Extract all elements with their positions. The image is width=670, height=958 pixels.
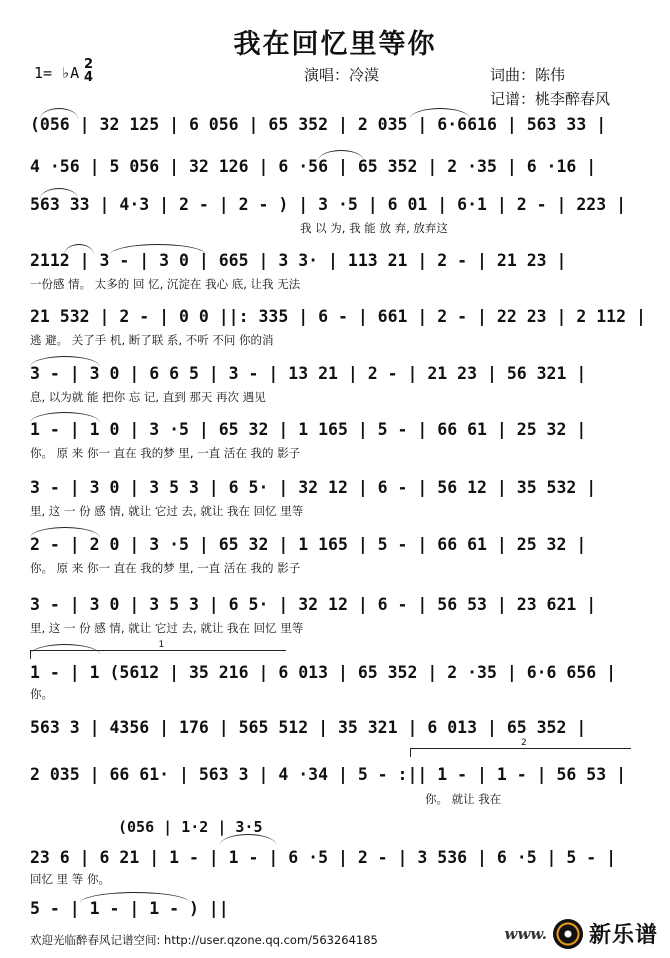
notation-row: 1 - | 1 0 | 3 ·5 | 65 32 | 1 165 | 5 - | 66 61 | 25 32 | [30, 420, 587, 439]
notation-row: 21 532 | 2 - | 0 0 ||: 335 | 6 - | 661 | 2 - | 22 23 | 2 112 | [30, 307, 646, 326]
slur-arc [110, 244, 206, 255]
notation-row: 563 33 | 4·3 | 2 - | 2 - ) | 3 ·5 | 6 01 | 6·1 | 2 - | 223 | [30, 195, 627, 214]
slur-arc [410, 108, 470, 119]
slur-arc [30, 356, 100, 367]
notation-row: 2 035 | 66 61· | 563 3 | 4 ·34 | 5 - :|| 1 - | 1 - | 56 53 | [30, 765, 627, 784]
lyrics-row: 你。 原 来 你一 直在 我的梦 里, 一直 活在 我的 影子 [30, 561, 301, 575]
disc-icon [553, 919, 583, 949]
notation-row: 2112 | 3 - | 3 0 | 665 | 3 3· | 113 21 | 2 - | 21 23 | [30, 251, 567, 270]
lyrics-row: 你。 原 来 你一 直在 我的梦 里, 一直 活在 我的 影子 [30, 446, 301, 460]
lyrics-row: 回忆 里 等 你。 [30, 872, 110, 886]
lyrics-row: 逃 避。 关了手 机, 断了联 系, 不听 不问 你的消 [30, 333, 274, 347]
key-signature: 1= ♭A [34, 64, 80, 82]
singer-credit: 演唱：冷漠 [304, 66, 380, 84]
notation-row: 3 - | 3 0 | 3 5 3 | 6 5· | 32 12 | 6 - | 56 12 | 35 532 | [30, 478, 597, 497]
notation-row: 3 - | 3 0 | 3 5 3 | 6 5· | 32 12 | 6 - | 56 53 | 23 621 | [30, 595, 597, 614]
score-title: 我在回忆里等你 [233, 29, 437, 60]
meter-top: 2 [84, 57, 94, 72]
notation-row: 5 - | 1 - | 1 - ) || [30, 899, 229, 918]
brand-www: www. [504, 924, 547, 943]
slur-arc [40, 108, 78, 119]
slur-arc [30, 412, 100, 423]
notation-row: 23 6 | 6 21 | 1 - | 1 - | 6 ·5 | 2 - | 3 536 | 6 ·5 | 5 - | [30, 848, 617, 867]
alternate-intro: (056 | 1·2 | 3·5 [118, 818, 263, 836]
brand-logo[interactable] [505, 918, 658, 949]
lyrics-row: 你。 [30, 687, 53, 701]
notation-row: 3 - | 3 0 | 6 6 5 | 3 - | 13 21 | 2 - | 21 23 | 56 321 | [30, 364, 587, 383]
slur-arc [30, 644, 100, 655]
lyrics-row: 一份感 情。 太多的 回 忆, 沉淀在 我心 底, 让我 无法 [30, 277, 301, 291]
footer-link-text[interactable]: 欢迎光临醉春风记谱空间: http://user.qzone.qq.com/563264185 [30, 933, 378, 947]
brand-name: 新乐谱 [588, 923, 658, 948]
slur-arc [80, 892, 190, 903]
volta-bracket-1: 1 [30, 650, 286, 659]
composer-credit: 词曲：陈伟 [490, 66, 566, 84]
notation-row: 2 - | 2 0 | 3 ·5 | 65 32 | 1 165 | 5 - | 66 61 | 25 32 | [30, 535, 587, 554]
meter-bottom: 4 [84, 70, 94, 85]
notation-row: 563 3 | 4356 | 176 | 565 512 | 35 321 | 6 013 | 65 352 | [30, 718, 587, 737]
lyrics-row: 息, 以为就 能 把你 忘 记, 直到 那天 再次 遇见 [30, 390, 266, 404]
volta-bracket-2: 2 [410, 748, 631, 757]
lyrics-row: 里, 这 一 份 感 情, 就让 它过 去, 就让 我在 回忆 里等 [30, 504, 304, 518]
slur-arc [64, 244, 94, 255]
time-signature [84, 58, 93, 84]
lyrics-row: 你。 就让 我在 [425, 792, 502, 806]
slur-arc [30, 527, 100, 538]
recorder-credit: 记谱：桃李醉春风 [490, 90, 611, 108]
notation-row: 1 - | 1 (5612 | 35 216 | 6 013 | 65 352 | 2 ·35 | 6·6 656 | [30, 663, 617, 682]
notation-row: (056 | 32 125 | 6 056 | 65 352 | 2 035 | 6·6616 | 563 33 | [30, 115, 607, 134]
notation-row: 4 ·56 | 5 056 | 32 126 | 6 ·56 | 65 352 | 2 ·35 | 6 ·16 | [30, 157, 597, 176]
lyrics-row: 我 以 为, 我 能 放 弃, 放弃这 [300, 221, 448, 235]
lyrics-row: 里, 这 一 份 感 情, 就让 它过 去, 就让 我在 回忆 里等 [30, 621, 304, 635]
